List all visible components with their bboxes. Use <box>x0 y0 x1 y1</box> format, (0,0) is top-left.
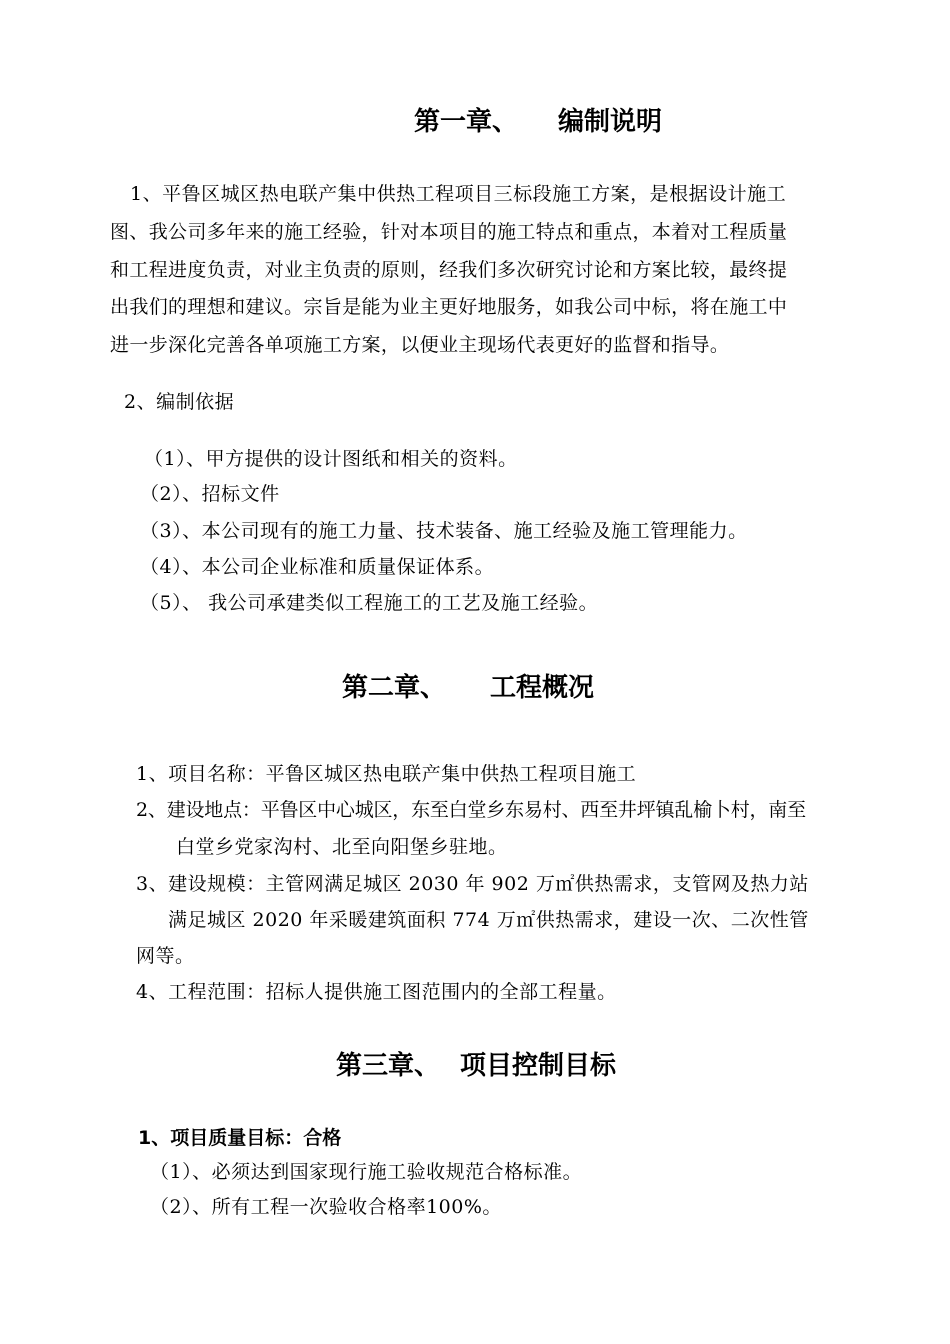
basis-heading: 2、编制依据 <box>124 391 235 413</box>
overview-item-1: 1、项目名称：平鲁区城区热电联产集中供热工程项目施工 <box>136 763 637 785</box>
quality-item-2: （2）、所有工程一次验收合格率100%。 <box>150 1196 502 1218</box>
overview-item-2-line-1: 2、建设地点：平鲁区中心城区，东至白堂乡东易村、西至井坪镇乱榆卜村，南至 <box>136 799 806 821</box>
overview-item-3-line-1: 3、建设规模：主管网满足城区 2030 年 902 万㎡供热需求，支管网及热力站 <box>136 873 809 895</box>
chapter-1-para-line-1: 1、平鲁区城区热电联产集中供热工程项目三标段施工方案，是根据设计施工 <box>130 183 787 205</box>
basis-item-1: （1）、甲方提供的设计图纸和相关的资料。 <box>144 448 518 470</box>
basis-item-4: （4）、本公司企业标准和质量保证体系。 <box>140 556 495 578</box>
chapter-1-para-line-3: 和工程进度负责，对业主负责的原则，经我们多次研究讨论和方案比较，最终提 <box>110 259 788 281</box>
chapter-1-label: 第一章、 <box>414 107 519 137</box>
basis-item-3: （3）、本公司现有的施工力量、技术装备、施工经验及施工管理能力。 <box>140 520 748 542</box>
chapter-2-title: 工程概况 <box>490 673 595 703</box>
chapter-2-heading <box>342 672 594 704</box>
overview-item-3-line-3: 网等。 <box>136 945 195 967</box>
overview-item-3-line-2: 满足城区 2020 年采暖建筑面积 774 万㎡供热需求，建设一次、二次性管 <box>168 909 809 931</box>
chapter-1-para-line-5: 进一步深化完善各单项施工方案，以便业主现场代表更好的监督和指导。 <box>110 334 730 356</box>
overview-item-2-line-2: 白堂乡党家沟村、北至向阳堡乡驻地。 <box>176 836 508 858</box>
quality-item-1: （1）、必须达到国家现行施工验收规范合格标准。 <box>150 1161 583 1183</box>
basis-item-5: （5）、 我公司承建类似工程施工的工艺及施工经验。 <box>140 592 599 614</box>
chapter-3-label: 第三章、 <box>336 1051 441 1081</box>
overview-item-4: 4、工程范围：招标人提供施工图范围内的全部工程量。 <box>136 981 617 1003</box>
chapter-3-heading <box>336 1050 616 1082</box>
quality-target-heading: 1、项目质量目标：合格 <box>138 1127 342 1149</box>
chapter-1-para-line-4: 出我们的理想和建议。宗旨是能为业主更好地服务，如我公司中标，将在施工中 <box>110 296 788 318</box>
chapter-1-title: 编制说明 <box>558 107 663 137</box>
chapter-3-title: 项目控制目标 <box>460 1051 617 1081</box>
basis-item-2: （2）、招标文件 <box>140 483 280 505</box>
chapter-2-label: 第二章、 <box>342 673 447 703</box>
chapter-1-para-line-2: 图、我公司多年来的施工经验，针对本项目的施工特点和重点，本着对工程质量 <box>110 221 788 243</box>
chapter-1-heading <box>414 106 662 138</box>
